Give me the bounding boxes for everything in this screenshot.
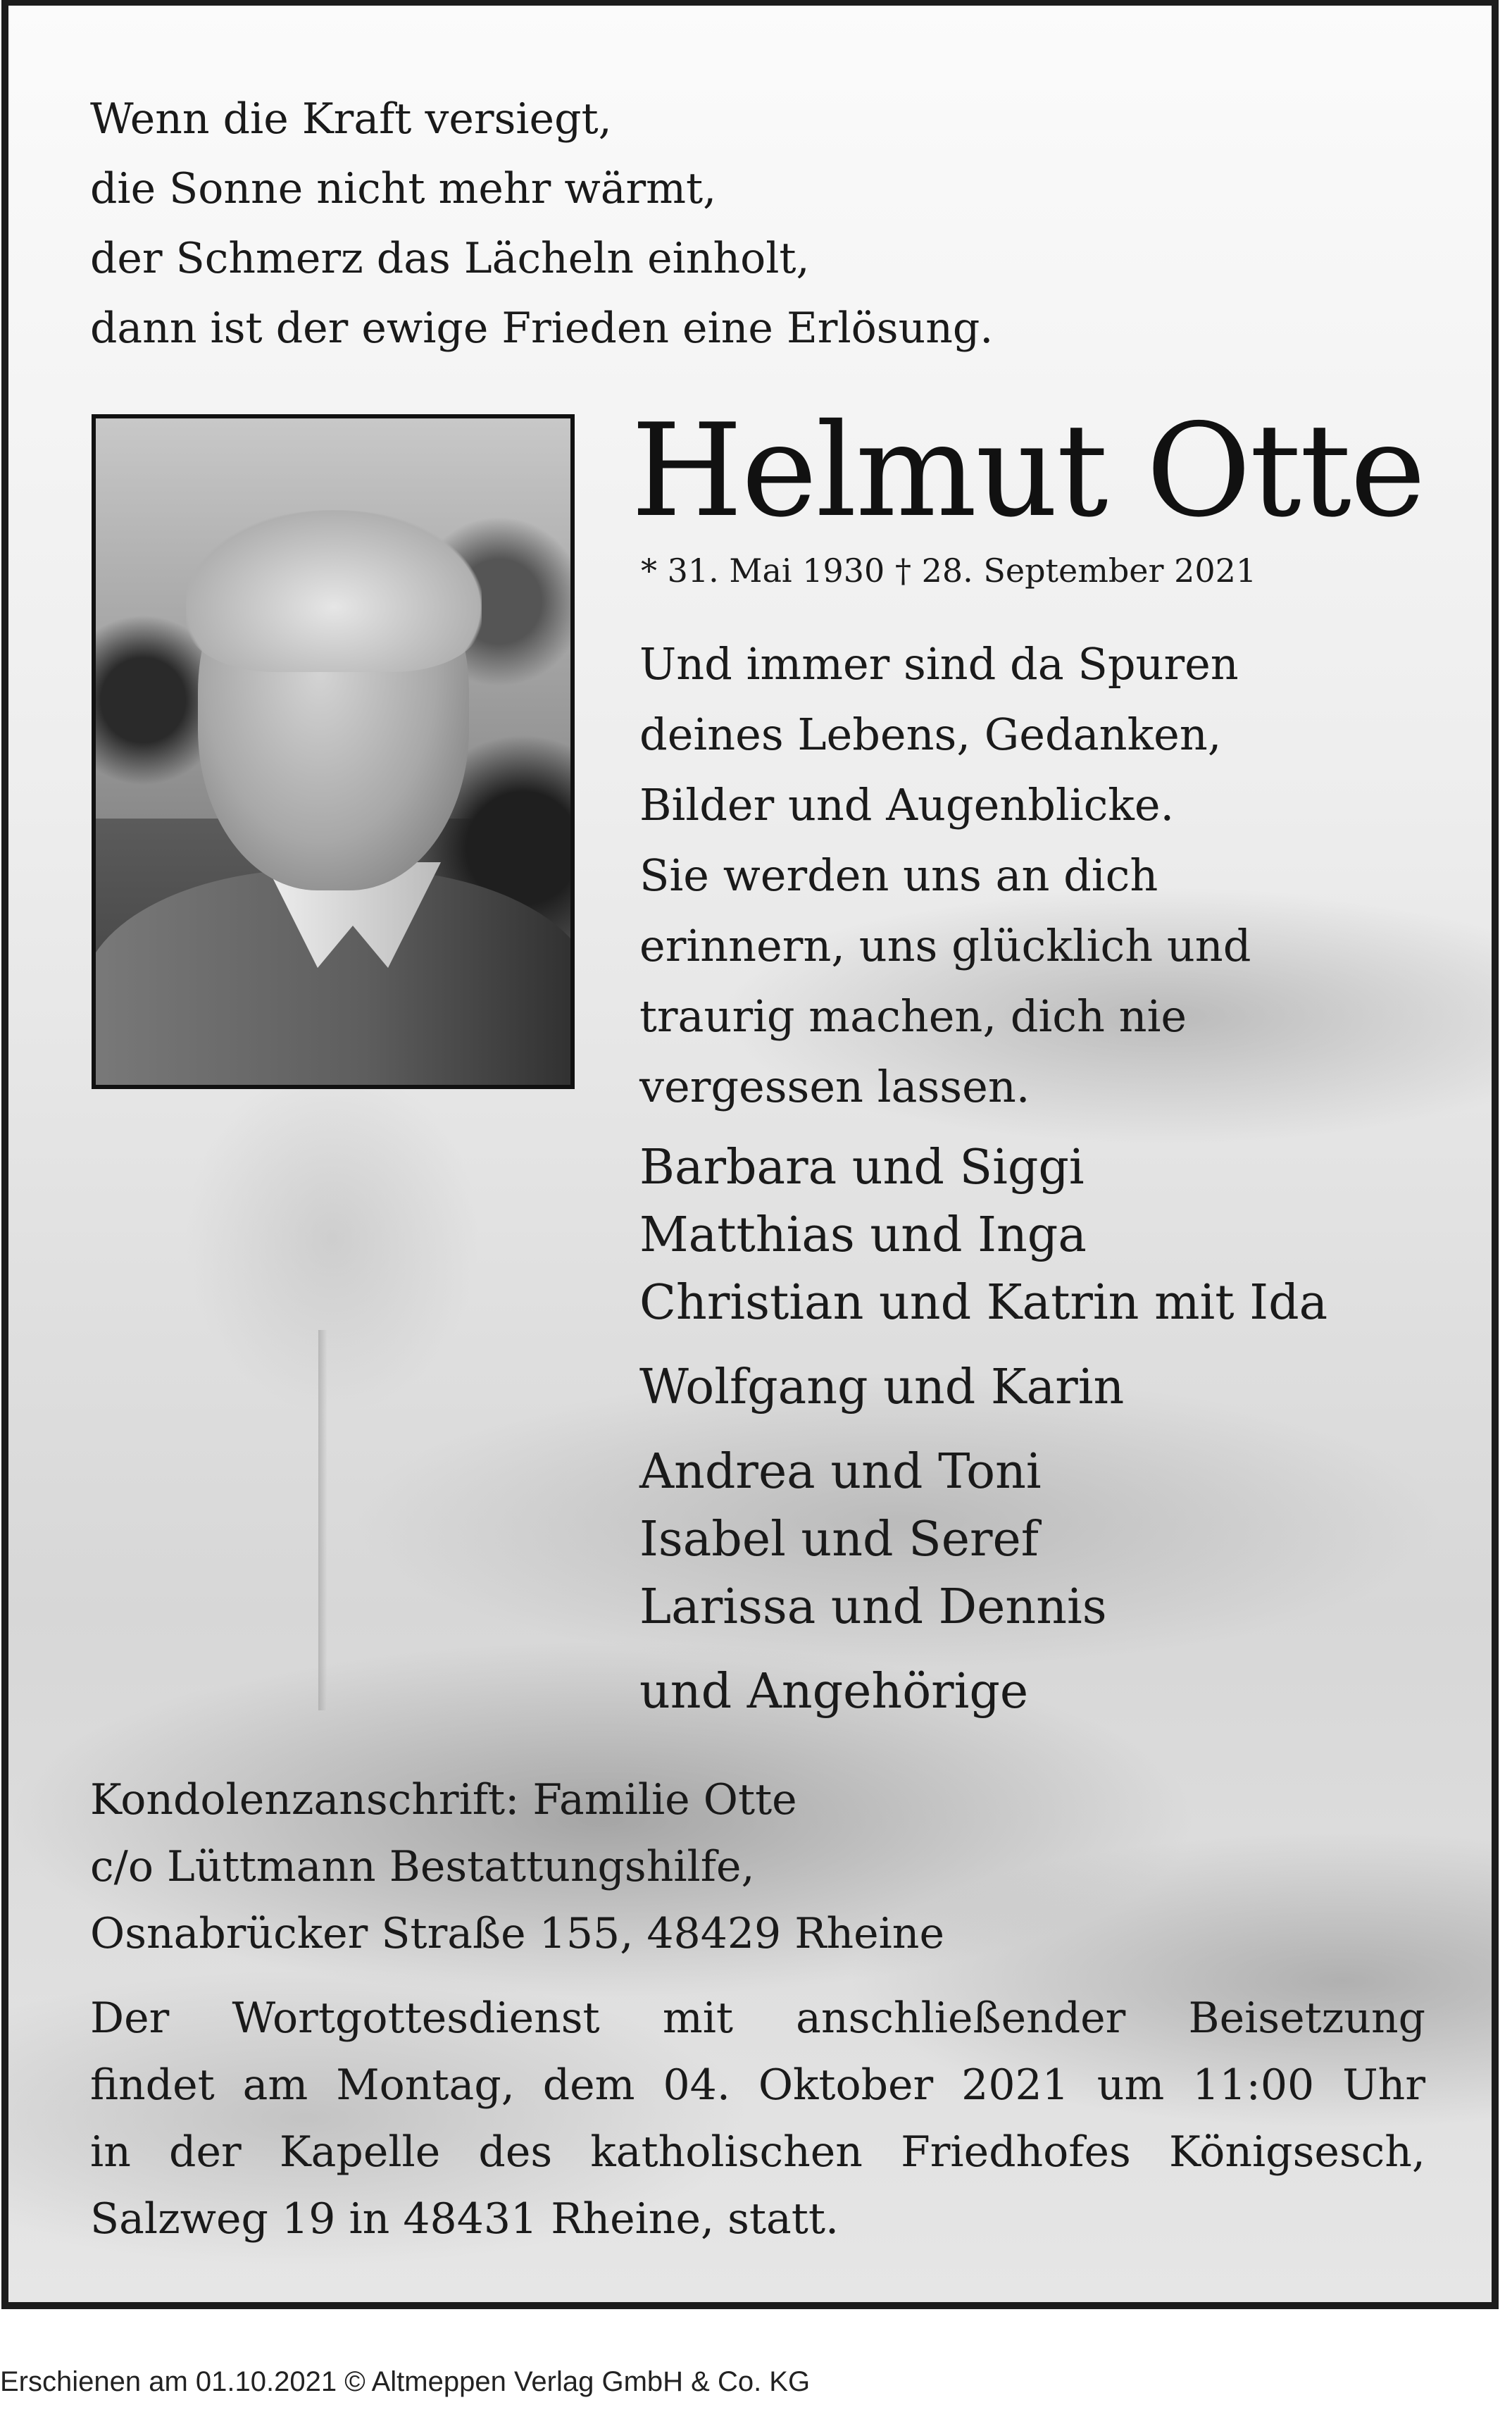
mourner-line: Andrea und Toni <box>639 1444 1042 1500</box>
background-tree-crown <box>185 1062 480 1415</box>
publication-footer: Erschienen am 01.10.2021 © Altmeppen Verlag GmbH & Co. KG <box>0 2366 811 2397</box>
background-tree-trunk <box>318 1330 327 1710</box>
poem <box>90 85 993 363</box>
verse-line: deines Lebens, Gedanken, <box>639 709 1222 760</box>
verse-line: Bilder und Augenblicke. <box>639 779 1175 831</box>
poem-line: der Schmerz das Lächeln einholt, <box>90 234 810 283</box>
deceased-name: Helmut Otte <box>631 396 1425 545</box>
mourner-line: Isabel und Seref <box>639 1512 1039 1567</box>
verse-line: erinnern, uns glücklich und <box>639 920 1251 971</box>
life-dates: * 31. Mai 1930 † 28. September 2021 <box>641 552 1257 590</box>
condolence-address <box>90 1767 944 1967</box>
mourner-line: Matthias und Inga <box>639 1207 1087 1263</box>
service-line: Der Wortgottesdienst mit anschließender Beisetzung <box>90 1994 1425 2043</box>
poem-line: die Sonne nicht mehr wärmt, <box>90 164 717 213</box>
obituary-notice <box>1 0 1499 2309</box>
portrait-photo <box>92 414 575 1089</box>
verse-line: traurig machen, dich nie <box>639 990 1187 1042</box>
poem-line: Wenn die Kraft versiegt, <box>90 94 612 144</box>
memorial-verse <box>639 629 1251 1122</box>
address-line: Osnabrücker Straße 155, 48429 Rheine <box>90 1909 944 1958</box>
mourner-line: Wolfgang und Karin <box>639 1360 1125 1415</box>
address-line: c/o Lüttmann Bestattungshilfe, <box>90 1842 755 1891</box>
mourner-line: und Angehörige <box>639 1664 1029 1720</box>
mourner-line: Christian und Katrin mit Ida <box>639 1275 1328 1331</box>
verse-line: vergessen lassen. <box>639 1061 1030 1112</box>
verse-line: Sie werden uns an dich <box>639 850 1158 901</box>
address-line: Kondolenzanschrift: Familie Otte <box>90 1775 797 1824</box>
mourner-line: Larissa und Dennis <box>639 1579 1107 1635</box>
service-line: in der Kapelle des katholischen Friedhofes Königsesch, <box>90 2127 1425 2177</box>
service-line: findet am Montag, dem 04. Oktober 2021 um 11:00 Uhr <box>90 2060 1425 2110</box>
mourner-line: Barbara und Siggi <box>639 1140 1085 1195</box>
service-line: Salzweg 19 in 48431 Rheine, statt. <box>90 2194 839 2244</box>
photo-hair <box>186 510 482 672</box>
poem-line: dann ist der ewige Frieden eine Erlösung. <box>90 304 994 353</box>
verse-line: Und immer sind da Spuren <box>639 638 1239 690</box>
